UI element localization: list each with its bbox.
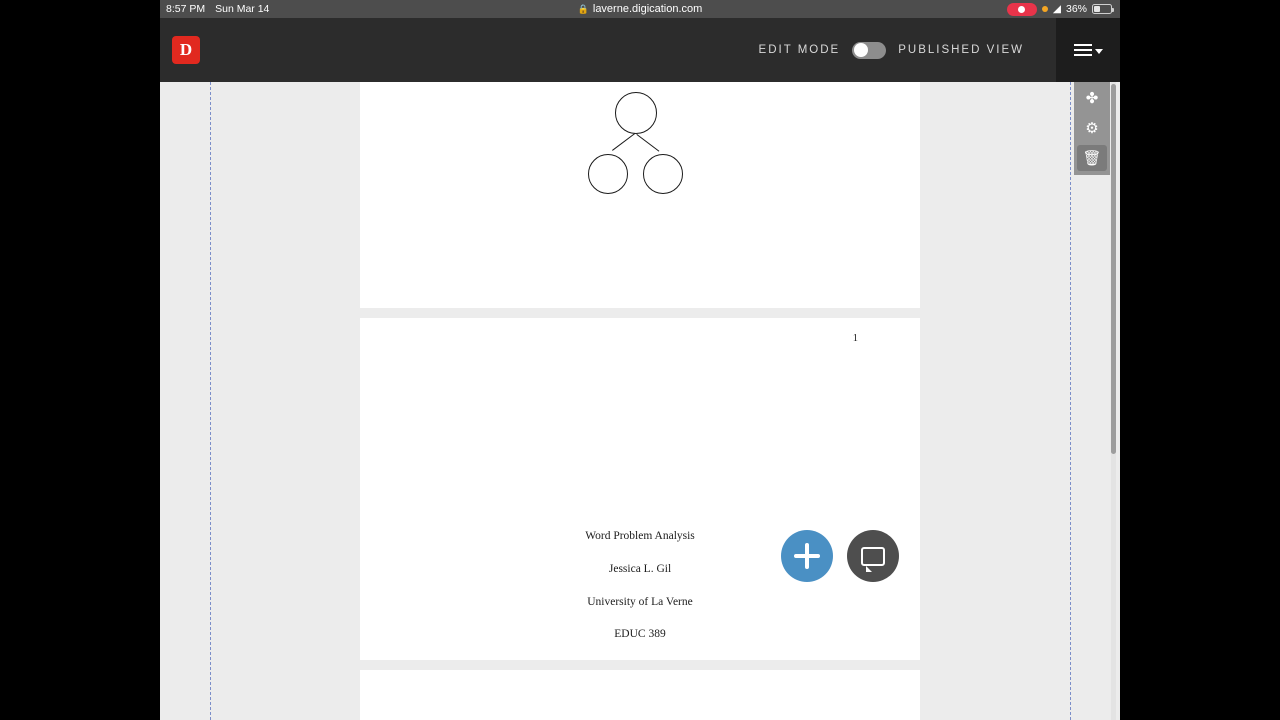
tree-node-right-child [643,154,683,194]
document-course: EDUC 389 [614,628,666,640]
layout-guide-left [210,82,211,720]
trash-icon[interactable]: 🗑 [1077,145,1107,171]
module-tool-rail[interactable] [1074,82,1110,175]
comments-button[interactable] [847,530,899,582]
record-dot-icon [1018,6,1025,13]
document-page-title[interactable] [360,318,920,660]
edit-mode-label: EDIT MODE [758,44,841,56]
document-title: Word Problem Analysis [585,530,695,542]
plus-icon-horizontal [794,554,820,558]
document-author: Jessica L. Gil [608,563,672,575]
ipad-status-bar [160,0,1120,18]
document-institution: University of La Verne [587,596,693,608]
status-date: Sun Mar 14 [215,3,270,15]
toggle-knob [854,43,868,57]
tree-edge-right [636,134,659,152]
tree-edge-left [612,133,635,151]
tree-node-root [615,92,657,134]
hamburger-menu-icon [1074,41,1092,59]
wifi-icon: ◢ [1052,3,1061,15]
status-bar-right [1007,0,1112,18]
view-mode-switch[interactable] [759,18,1024,82]
privacy-indicator-icon [1042,6,1048,12]
screen-recording-indicator [1007,3,1037,16]
document-page-next[interactable] [360,670,920,720]
tree-node-left-child [588,154,628,194]
main-menu-button[interactable] [1056,18,1120,82]
page-scrollbar-thumb[interactable] [1111,84,1116,454]
chevron-down-icon [1095,49,1103,54]
battery-fill [1094,6,1100,12]
layout-guide-right [1070,82,1071,720]
portfolio-canvas[interactable] [160,82,1120,720]
chat-bubble-icon [861,547,885,566]
page-url: laverne.digication.com [592,3,703,15]
address-display[interactable] [160,3,1120,15]
digication-logo[interactable]: D [172,36,200,64]
edit-published-toggle[interactable] [852,42,886,59]
status-time: 8:57 PM [166,3,206,15]
battery-percent: 36% [1065,3,1087,15]
battery-icon [1092,4,1112,14]
document-page-diagram[interactable] [360,82,920,308]
published-view-label: PUBLISHED VIEW [898,44,1024,56]
add-content-button[interactable] [781,530,833,582]
app-header-bar [160,18,1120,82]
gear-icon[interactable]: ⚙ [1085,120,1099,137]
lock-icon: 🔒 [577,3,589,14]
page-number: 1 [852,333,858,344]
move-arrows-icon[interactable]: ✤ [1085,90,1099,107]
